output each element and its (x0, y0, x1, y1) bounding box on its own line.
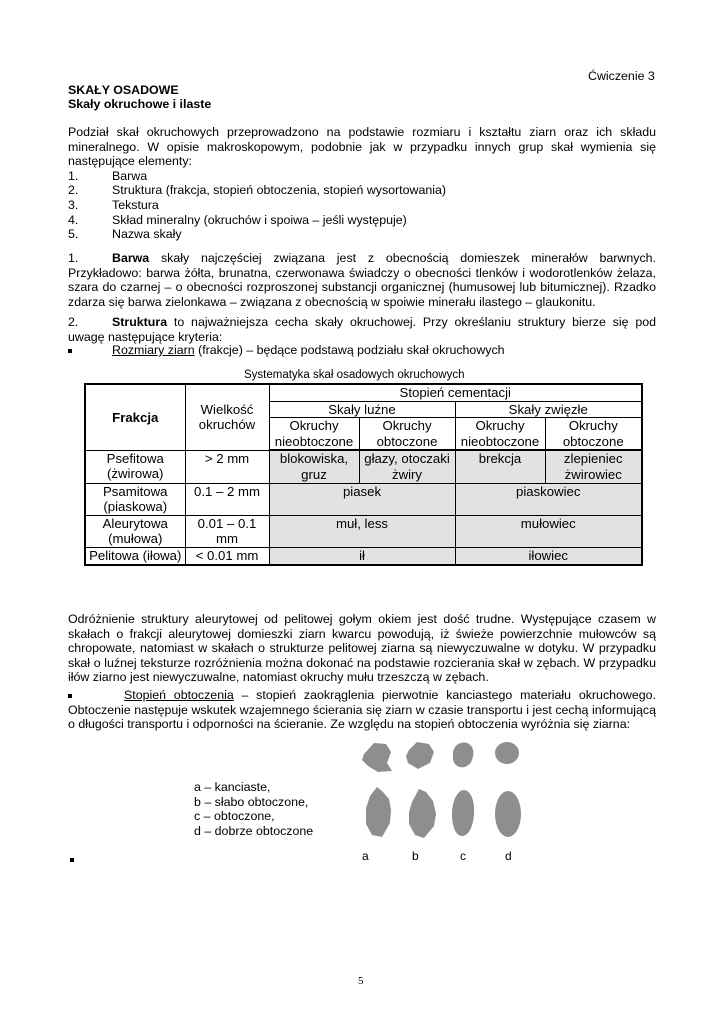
cell-value: zlepieniec żwirowiec (545, 450, 642, 483)
cell-firm: iłowiec (455, 547, 642, 564)
list-item: 3. Tekstura (68, 197, 159, 212)
table-row (85, 547, 642, 564)
header-nieobtoczone: Okruchy nieobtoczone (269, 418, 359, 451)
cell-loose: piasek (269, 483, 455, 515)
header-zwiezle: Skały zwięzłe (455, 401, 642, 418)
header-luzne: Skały luźne (269, 401, 455, 418)
barwa-text: skały najczęściej związana jest z obecnością domieszek minerałów barwnych. Przykładowo: barwa żółta, brunatna, czerwonawa świadczy o obecności tlenków i wodorotlenków żelaza, szara do czarnej – o obecności rozproszonej substancji organicznej (humusowej lub bitumicznej). Rzadko zdarza się barwa zielonkawa – związana z obecnością w spoiwie minerału ilastego – glaukonitu. (68, 251, 656, 309)
cell-frakcja: Psefitowa (żwirowa) (85, 450, 185, 483)
page-number: 5 (358, 975, 364, 987)
aleuryt-paragraph: Odróżnienie struktury aleurytowej od pelitowej gołym okiem jest dość trudne. Występujące czasem w skałach o frakcji aleurytowej domieszki ziarn kwarcu powodują, iż świeże powierzchnie mułowców są chropowate, natomiast w skałach o strukturze pelitowej ziarna są niewyczuwalne w dotyku. W przypadku skał o luźnej teksturze rozróżnienia można dokonać na podstawie rozcierania skał w zębach. W przypadku iłów ziarno jest niewyczuwalne, natomiast okruchy mułu trzeszczą w zębach. (68, 612, 656, 685)
grain-label: b (412, 849, 419, 863)
bullet-text: (frakcje) – będące podstawą podziału skał okruchowych (194, 343, 505, 357)
section-number: 1. (68, 251, 79, 265)
header-wielkosc: Wielkość okruchów (185, 384, 269, 450)
grain-label: d (505, 849, 512, 863)
table-row (85, 483, 642, 515)
section-barwa (68, 251, 656, 309)
list-item: 1. Barwa (68, 168, 148, 183)
cell-firm: piaskowiec (455, 483, 642, 515)
grain-rounded-small (453, 742, 473, 767)
cell-size: > 2 mm (185, 450, 269, 483)
cell-value: głazy, otoczaki żwiry (359, 450, 455, 483)
bullet-icon (68, 694, 72, 698)
grain-roundness-figure (360, 738, 530, 878)
exercise-label: Ćwiczenie 3 (588, 69, 655, 83)
bullet-rozmiary (68, 343, 505, 358)
page-subtitle: Skały okruchowe i ilaste (68, 97, 212, 111)
rock-table (84, 383, 643, 566)
cell-frakcja: Pelitowa (iłowa) (85, 547, 185, 564)
header-nieobtoczone: Okruchy nieobtoczone (455, 418, 545, 451)
cell-loose: ił (269, 547, 455, 564)
grain-label: a (362, 849, 369, 863)
grain-legend (194, 780, 313, 838)
header-obtoczone: Okruchy obtoczone (359, 418, 455, 451)
header-obtoczone: Okruchy obtoczone (545, 418, 642, 451)
struktura-text: to najważniejsza cecha skały okruchowej. Przy określaniu struktury bierze się pod uwagę następujące kryteria: (68, 315, 656, 344)
grain-angular-large (366, 787, 391, 837)
list-item: 4. Skład mineralny (okruchów i spoiwa – jeśli występuje) (68, 212, 407, 227)
header-stopien: Stopień cementacji (269, 384, 642, 401)
grain-label: c (460, 849, 466, 863)
cell-frakcja: Aleurytowa (mułowa) (85, 515, 185, 547)
grain-angular-small (362, 743, 392, 772)
cell-loose: muł, less (269, 515, 455, 547)
term-obtoczenie: Stopień obtoczenia (124, 688, 234, 702)
obtoczenie-text: – stopień zaokrąglenia pierwotnie kanciastego materiału okruchowego. Obtoczenie następuje wskutek wzajemnego ścierania się ziarn w czasie transportu i jest cechą informującą o długości transportu i odporności na ścieranie. Ze względu na stopień obtoczenia wyróżnia się ziarna: (68, 688, 656, 732)
term-rozmiary: Rozmiary ziarn (112, 343, 195, 357)
section-obtoczenie (68, 688, 656, 732)
grain-subangular-large (409, 789, 436, 838)
bullet-icon (70, 858, 74, 862)
section-number: 2. (68, 315, 79, 329)
grain-subangular-small (406, 742, 434, 769)
table-caption: Systematyka skał osadowych okruchowych (244, 369, 465, 381)
list-item: 5. Nazwa skały (68, 227, 182, 242)
table-row (85, 515, 642, 547)
intro-block (68, 125, 656, 242)
list-item: 2. Struktura (frakcja, stopień obtoczenia, stopień wysortowania) (68, 183, 447, 198)
elements-list (68, 169, 656, 242)
table-row (85, 450, 642, 483)
cell-size: < 0.01 mm (185, 547, 269, 564)
cell-firm: mułowiec (455, 515, 642, 547)
term-struktura: Struktura (112, 315, 168, 329)
legend-item: b – słabo obtoczone, (194, 794, 309, 809)
cell-frakcja: Psamitowa (piaskowa) (85, 483, 185, 515)
grain-wellrounded-large (495, 791, 521, 837)
header-frakcja: Frakcja (85, 384, 185, 450)
legend-item: d – dobrze obtoczone (194, 823, 314, 838)
legend-item: c – obtoczone, (194, 809, 275, 824)
bullet-icon (68, 349, 72, 353)
grain-rounded-large (452, 790, 474, 836)
section-struktura (68, 315, 656, 344)
cell-value: blokowiska, gruz (269, 450, 359, 483)
legend-item: a – kanciaste, (194, 780, 271, 794)
cell-size: 0.01 – 0.1 mm (185, 515, 269, 547)
cell-value: brekcja (455, 450, 545, 483)
grain-wellrounded-small (495, 742, 519, 764)
cell-size: 0.1 – 2 mm (185, 483, 269, 515)
page-title: SKAŁY OSADOWE (68, 83, 179, 97)
intro-paragraph: Podział skał okruchowych przeprowadzono na podstawie rozmiaru i kształtu ziarn oraz ich składu mineralnego. W opisie makroskopowym, podobnie jak w przypadku innych grup skał wymienia się następujące elementy: (68, 125, 656, 169)
term-barwa: Barwa (112, 251, 150, 265)
